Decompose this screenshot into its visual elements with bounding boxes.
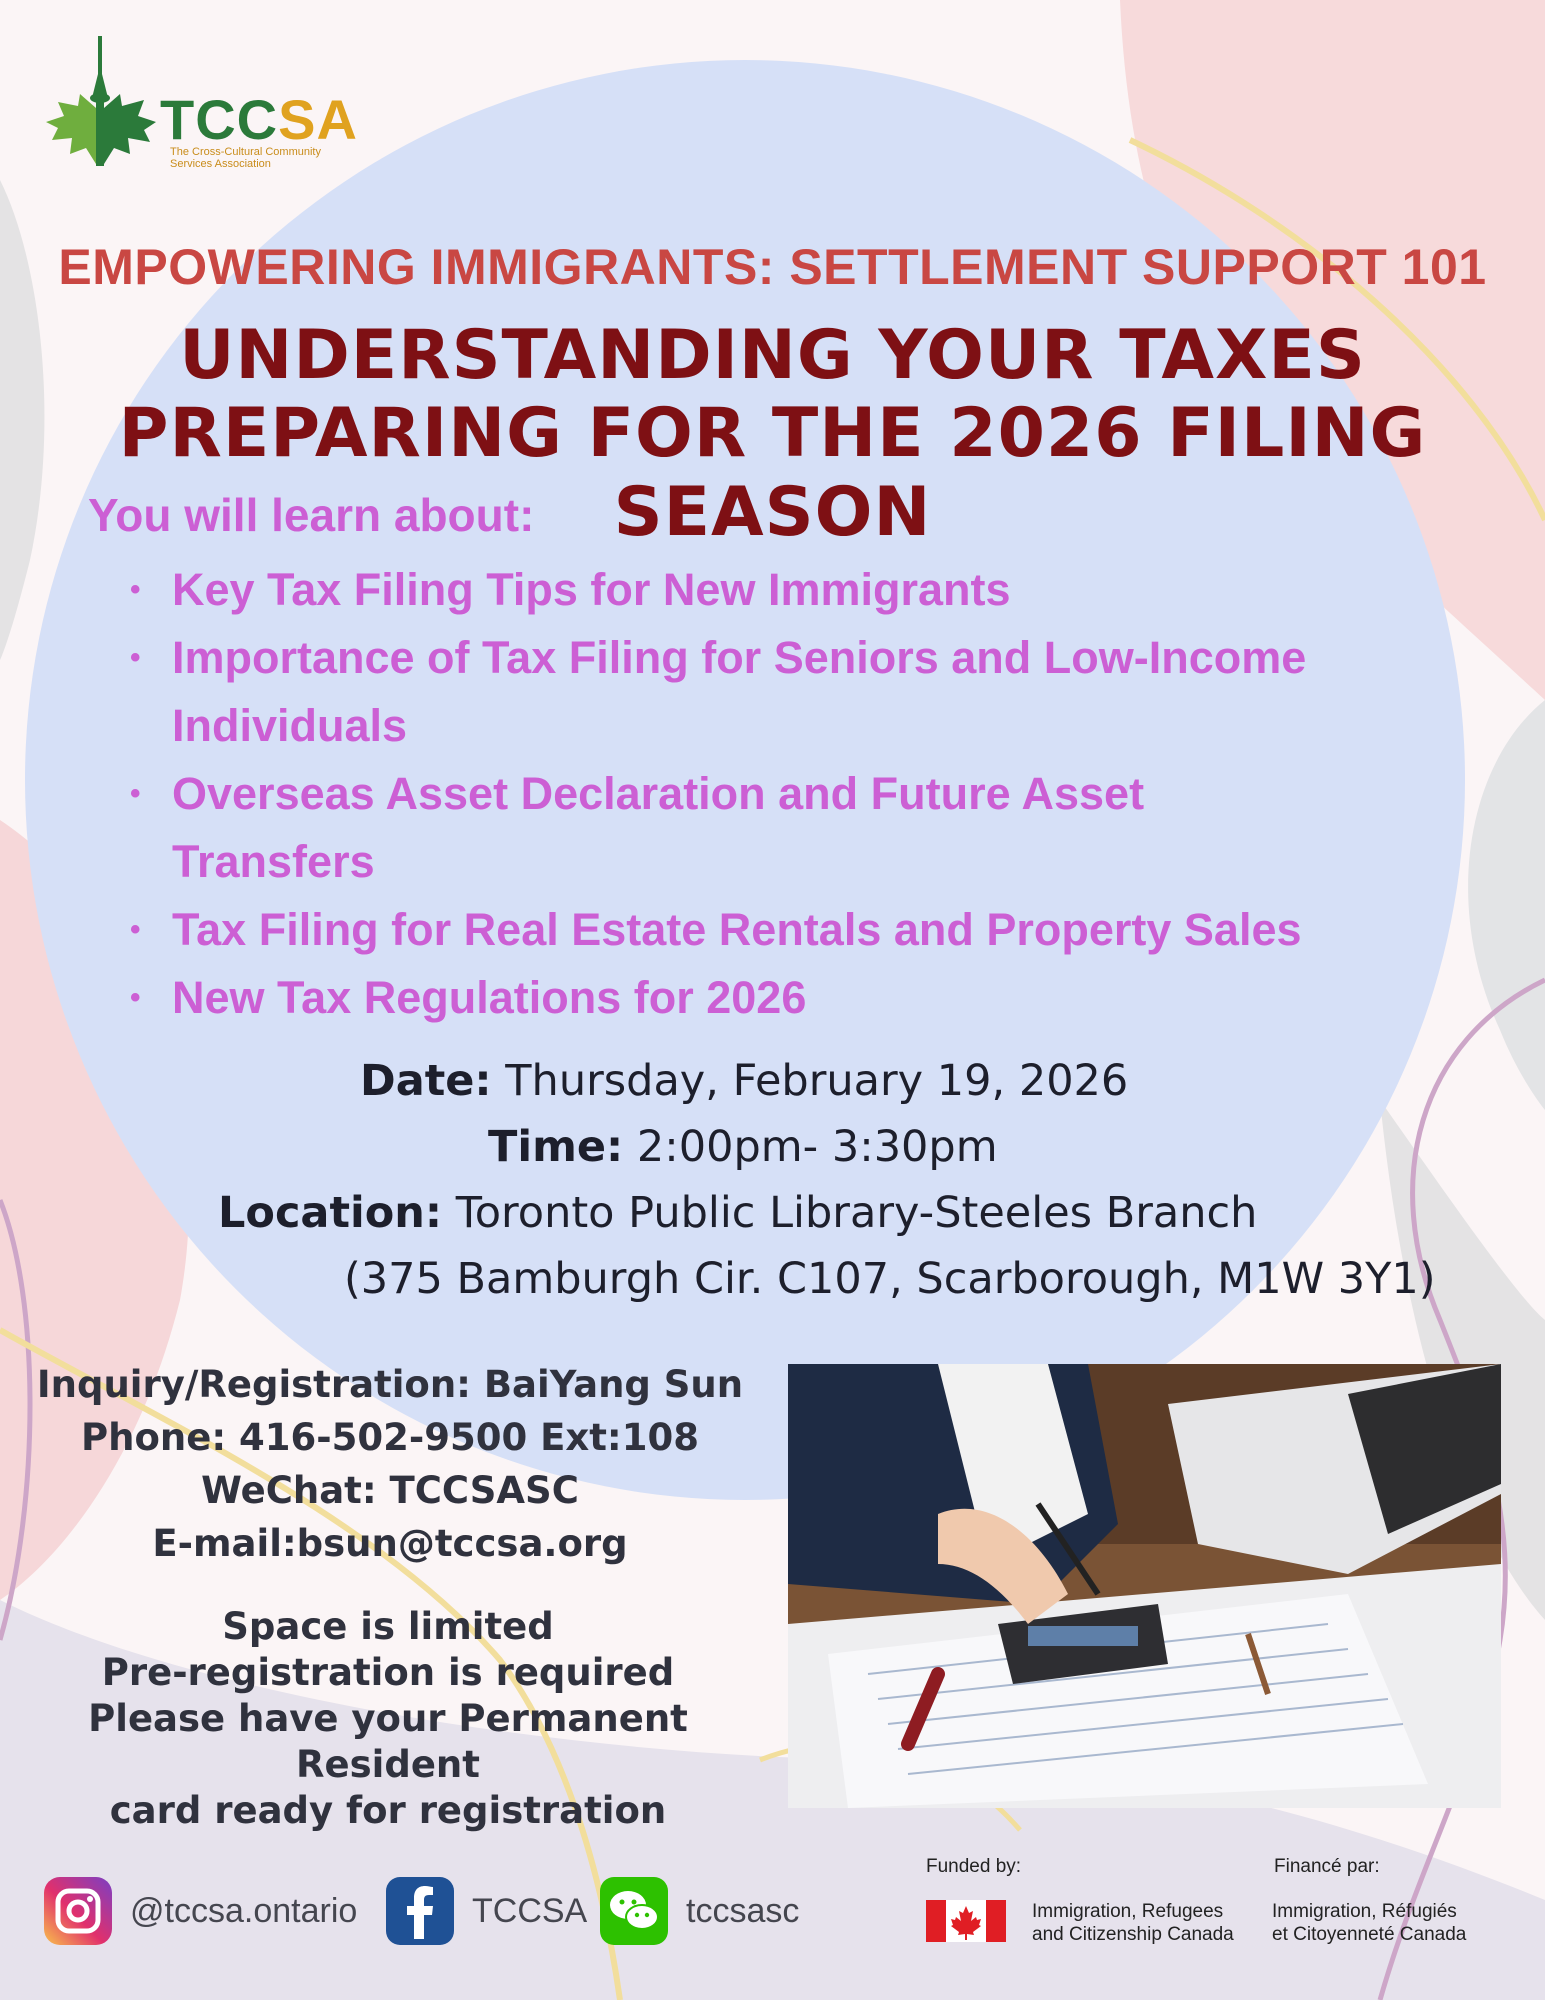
canada-flag-icon bbox=[926, 1900, 1006, 1942]
event-time-value: 2:00pm- 3:30pm bbox=[623, 1122, 998, 1172]
tax-paperwork-illustration bbox=[788, 1364, 1501, 1808]
topic-text: • Overseas Asset Declaration and Future Asset bbox=[172, 768, 1145, 819]
event-date-value: Thursday, February 19, 2026 bbox=[491, 1056, 1129, 1106]
topic-text: • Key Tax Filing Tips for New Immigrants bbox=[172, 564, 1011, 615]
ircc-french-line2: et Citoyenneté Canada bbox=[1272, 1924, 1467, 1945]
event-time-label: Time: bbox=[488, 1122, 624, 1172]
notice-line2: Pre-registration is required bbox=[101, 1651, 675, 1694]
topic-item bbox=[130, 556, 1430, 624]
tax-paperwork-photo bbox=[788, 1364, 1501, 1808]
wechat-handle: tccsasc bbox=[686, 1891, 800, 1930]
event-location-label: Location: bbox=[218, 1188, 443, 1238]
event-date-label: Date: bbox=[360, 1056, 492, 1106]
instagram-link[interactable] bbox=[44, 1876, 357, 1946]
event-location bbox=[218, 1188, 1257, 1238]
logo-subtitle-line1: The Cross-Cultural Community bbox=[170, 146, 321, 158]
ircc-french-line1: Immigration, Réfugiés bbox=[1272, 1901, 1457, 1922]
instagram-icon bbox=[44, 1877, 112, 1945]
event-location-value: Toronto Public Library-Steeles Branch bbox=[442, 1188, 1258, 1238]
ircc-english-line2: and Citizenship Canada bbox=[1032, 1924, 1234, 1945]
notice-line1: Space is limited bbox=[222, 1605, 554, 1648]
topic-item bbox=[130, 624, 1430, 760]
facebook-link[interactable] bbox=[386, 1876, 587, 1946]
event-date bbox=[360, 1056, 1128, 1106]
finance-par-label: Financé par: bbox=[1274, 1856, 1380, 1877]
topic-text: • New Tax Regulations for 2026 bbox=[172, 972, 807, 1023]
contact-wechat: WeChat: TCCSASC bbox=[201, 1469, 579, 1512]
wechat-link[interactable] bbox=[600, 1876, 799, 1946]
contact-registration: Inquiry/Registration: BaiYang Sun bbox=[36, 1363, 744, 1406]
topic-text-continued: Individuals bbox=[172, 700, 408, 751]
logo-subtitle bbox=[170, 146, 370, 170]
ircc-english bbox=[1032, 1900, 1234, 1946]
logo-acronym-green: TCC bbox=[160, 88, 279, 151]
main-title-line1: UNDERSTANDING YOUR TAXES bbox=[179, 316, 1366, 395]
wechat-icon bbox=[600, 1877, 668, 1945]
contact-phone[interactable]: Phone: 416-502-9500 Ext:108 bbox=[81, 1416, 699, 1459]
learn-heading: You will learn about: bbox=[88, 489, 535, 541]
logo-acronym bbox=[160, 88, 358, 151]
topic-item bbox=[130, 760, 1430, 896]
notice-line3: Please have your Permanent Resident bbox=[88, 1697, 688, 1786]
event-address: (375 Bamburgh Cir. C107, Scarborough, M1W 3Y1) bbox=[344, 1254, 1436, 1304]
event-time bbox=[488, 1122, 998, 1172]
topic-text: • Importance of Tax Filing for Seniors and Low-Income bbox=[172, 632, 1307, 683]
registration-notice bbox=[0, 1604, 776, 1834]
notice-line4: card ready for registration bbox=[109, 1789, 667, 1832]
ircc-french bbox=[1272, 1900, 1466, 1946]
logo-acronym-gold: SA bbox=[278, 88, 358, 151]
tccsa-logo bbox=[40, 36, 370, 176]
facebook-icon bbox=[386, 1877, 454, 1945]
topic-item bbox=[130, 896, 1430, 964]
topic-text: • Tax Filing for Real Estate Rentals and Property Sales bbox=[172, 904, 1302, 955]
logo-subtitle-line2: Services Association bbox=[170, 158, 271, 170]
ircc-english-line1: Immigration, Refugees bbox=[1032, 1901, 1224, 1922]
main-title-line2: PREPARING FOR THE 2026 FILING SEASON bbox=[118, 394, 1427, 552]
contact-block bbox=[20, 1358, 760, 1570]
instagram-handle: @tccsa.ontario bbox=[130, 1891, 358, 1930]
funded-by-label: Funded by: bbox=[926, 1856, 1022, 1877]
maple-leaf-tower-icon bbox=[40, 36, 158, 172]
facebook-handle: TCCSA bbox=[472, 1891, 588, 1930]
contact-email[interactable]: E-mail:bsun@tccsa.org bbox=[152, 1522, 628, 1565]
topic-item bbox=[130, 964, 1430, 1032]
topic-list bbox=[130, 556, 1430, 1032]
topic-text-continued: Transfers bbox=[172, 836, 375, 887]
series-title: EMPOWERING IMMIGRANTS: SETTLEMENT SUPPORT 101 bbox=[58, 239, 1487, 295]
